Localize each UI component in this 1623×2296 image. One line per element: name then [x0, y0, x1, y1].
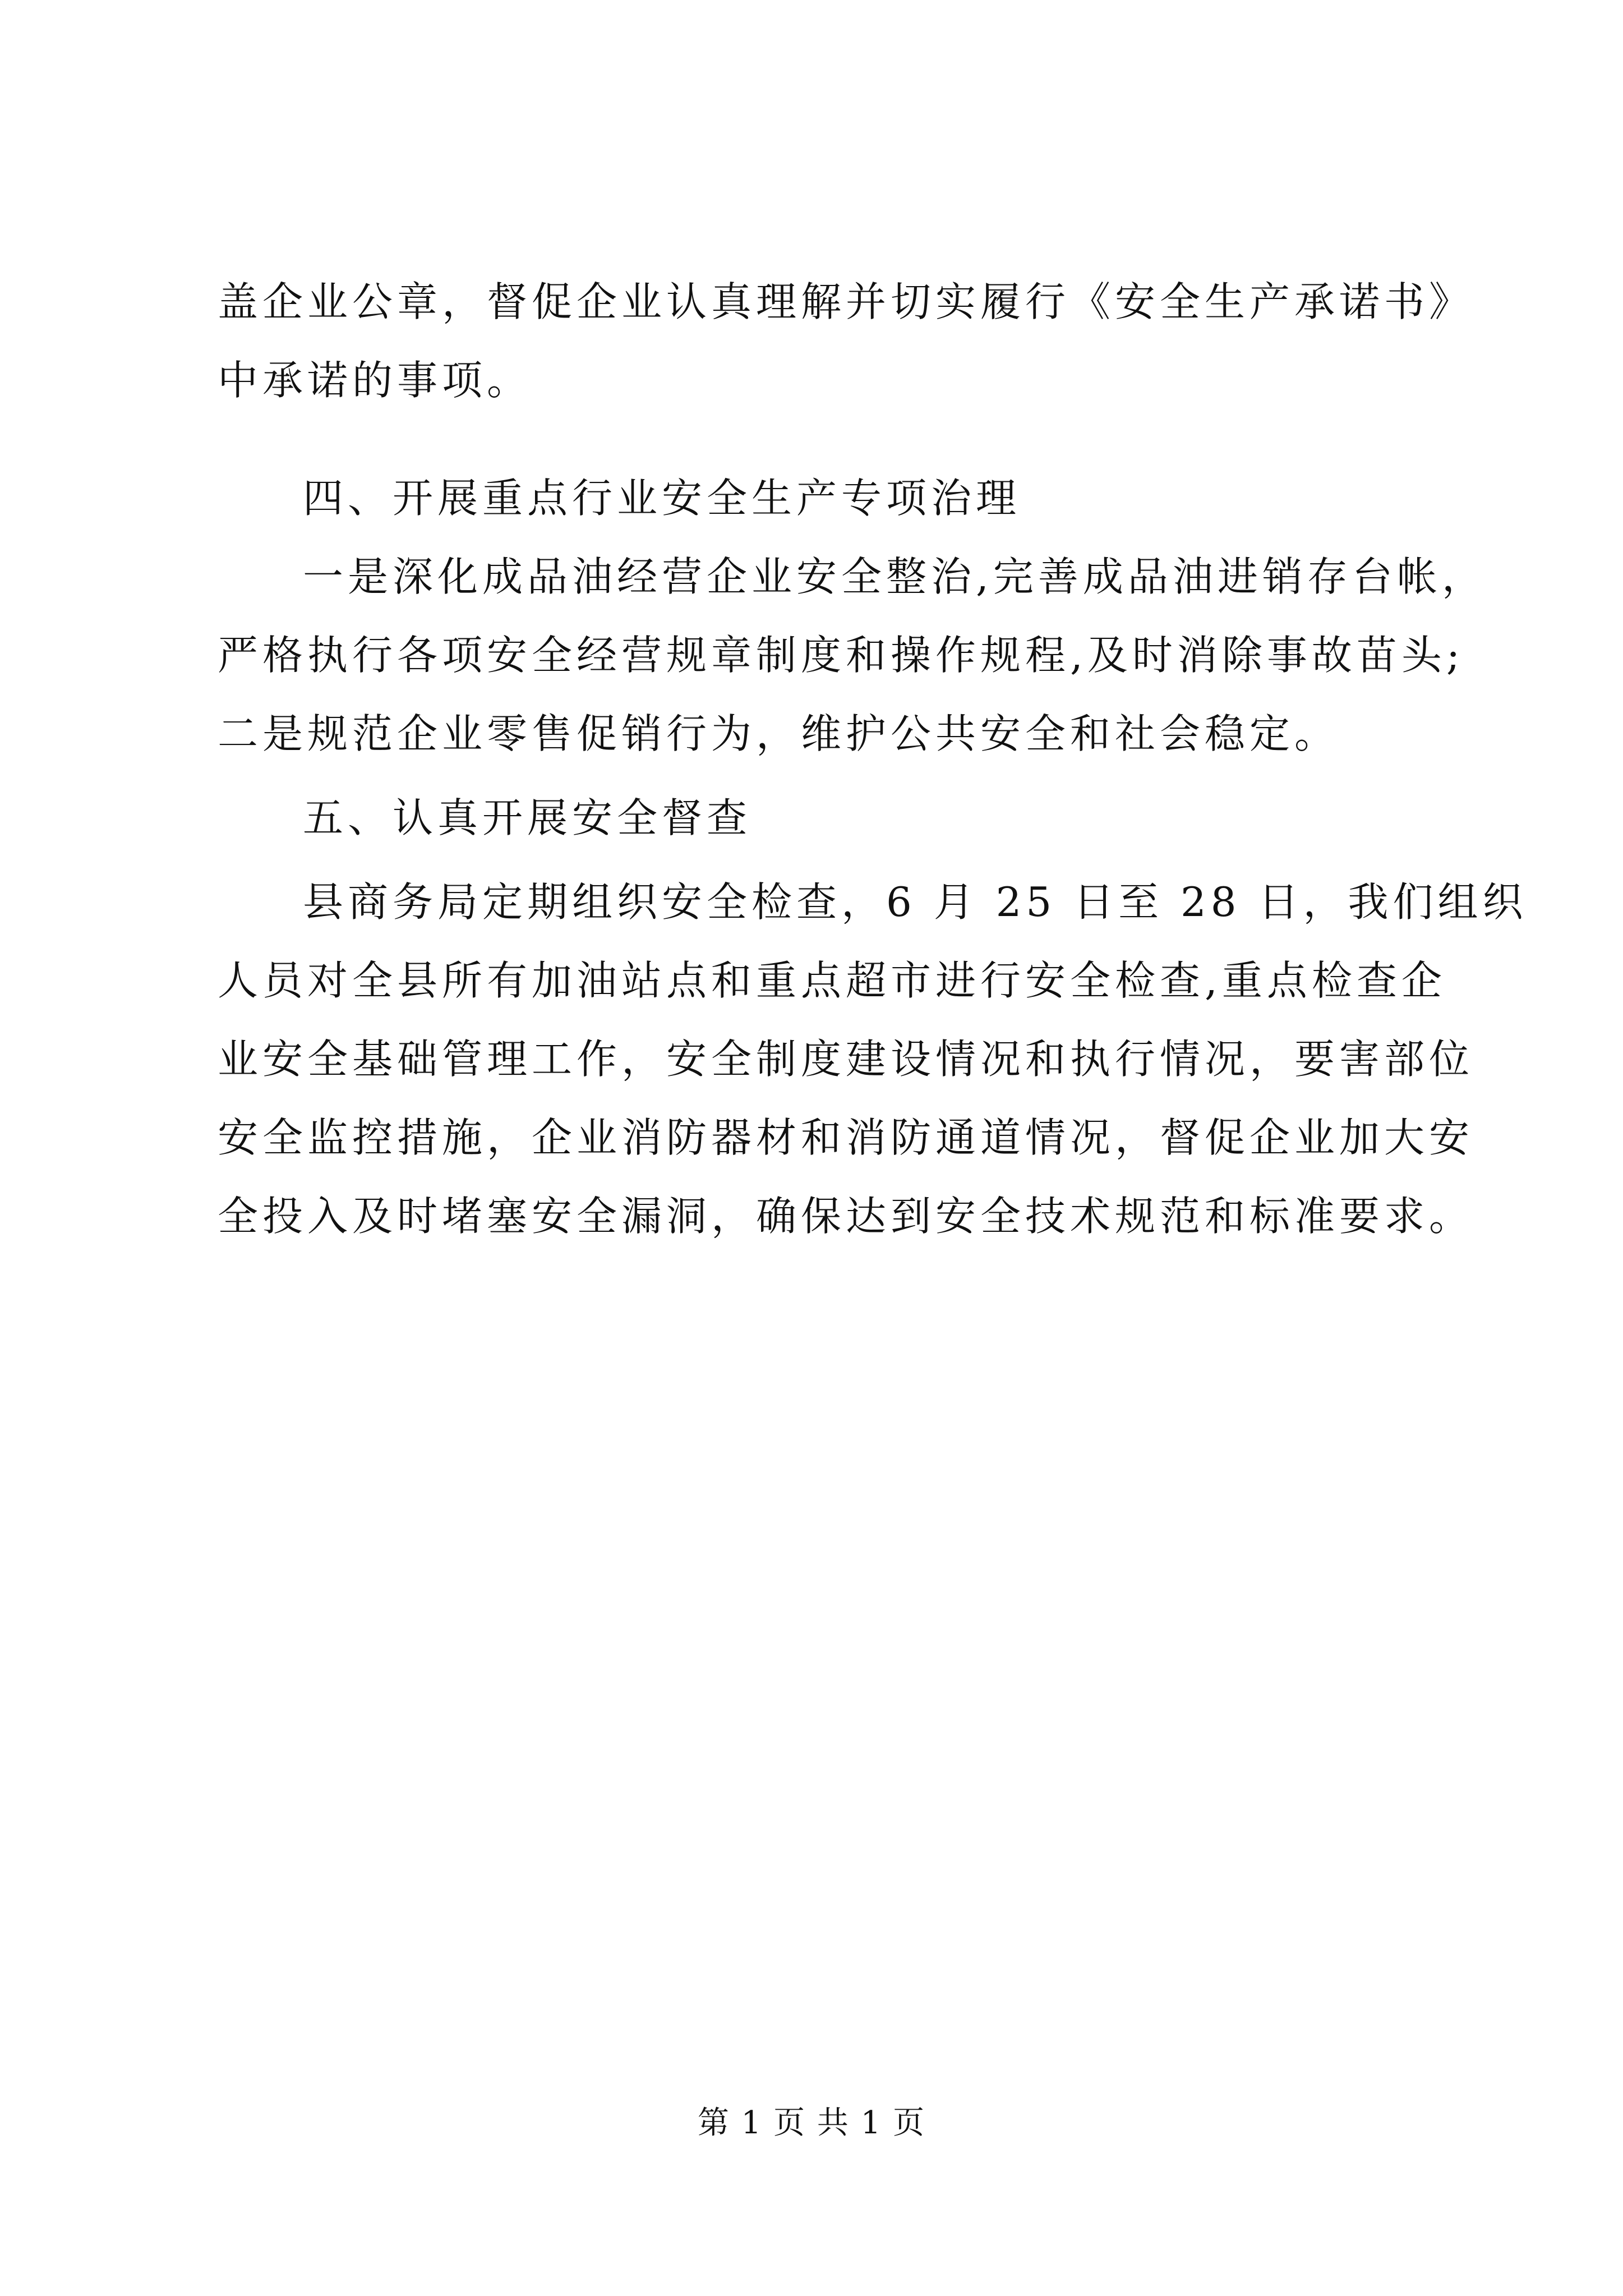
- body-line-7: 人员对全县所有加油站点和重点超市进行安全检查,重点检查企: [218, 957, 1446, 1004]
- body-line-2: 中承诺的事项。: [218, 357, 532, 404]
- body-line-1: 盖企业公章，督促企业认真理解并切实履行《安全生产承诺书》: [218, 278, 1474, 325]
- section-heading-5: 五、认真开展安全督查: [303, 794, 752, 841]
- page-footer: 第 1 页 共 1 页: [697, 2105, 926, 2141]
- body-line-6: 县商务局定期组织安全检查，6 月 25 日至 28 日，我们组织: [303, 878, 1528, 926]
- body-line-10: 全投入及时堵塞安全漏洞，确保达到安全技术规范和标准要求。: [218, 1193, 1474, 1240]
- section-heading-4: 四、开展重点行业安全生产专项治理: [303, 475, 1021, 522]
- body-line-5: 二是规范企业零售促销行为，维护公共安全和社会稳定。: [218, 710, 1340, 757]
- body-line-4: 严格执行各项安全经营规章制度和操作规程,及时消除事故苗头;: [218, 632, 1465, 679]
- body-line-9: 安全监控措施，企业消防器材和消防通道情况，督促企业加大安: [218, 1114, 1474, 1161]
- body-line-8: 业安全基础管理工作，安全制度建设情况和执行情况，要害部位: [218, 1036, 1474, 1083]
- body-line-3: 一是深化成品油经营企业安全整治,完善成品油进销存台帐，: [303, 553, 1487, 600]
